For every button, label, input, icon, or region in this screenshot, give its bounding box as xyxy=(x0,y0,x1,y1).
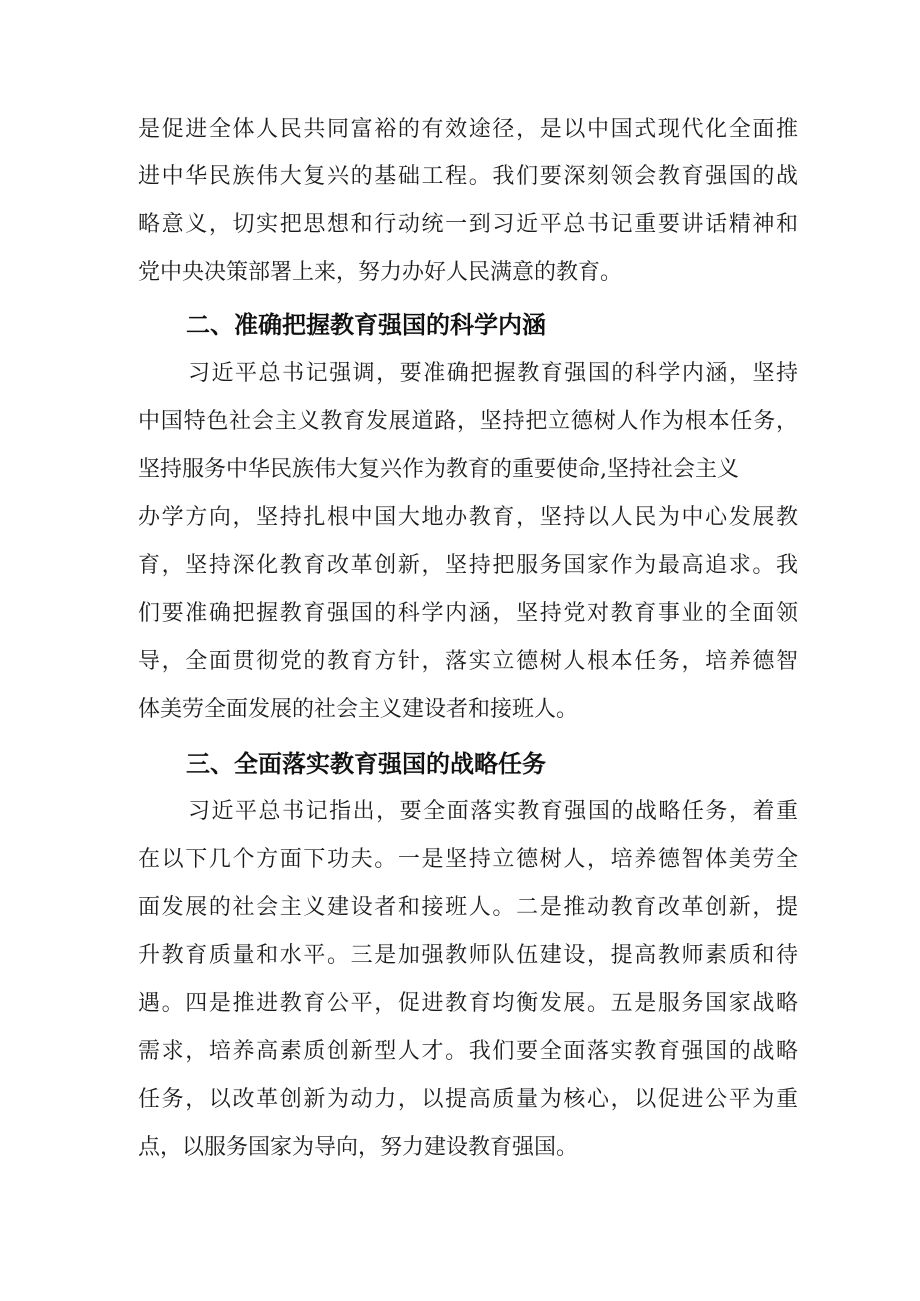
paragraph-1-line-1: 是促进全体人民共同富裕的有效途径，是以中国式现代化全面推 xyxy=(138,117,798,142)
section-3-line-5: 遇。四是推进教育公平，促进教育均衡发展。五是服务国家战略 xyxy=(138,991,798,1016)
section-2-line-6: 们要准确把握教育强国的科学内涵，坚持党对教育事业的全面领 xyxy=(138,601,798,626)
section-2-line-1: 习近平总书记强调，要准确把握教育强国的科学内涵，坚持 xyxy=(188,361,798,386)
paragraph-1-line-2: 进中华民族伟大复兴的基础工程。我们要深刻领会教育强国的战 xyxy=(138,164,798,189)
section-3-line-4: 升教育质量和水平。三是加强教师队伍建设，提高教师素质和待 xyxy=(138,943,798,968)
section-2-line-3: 坚持服务中华民族伟大复兴作为教育的重要使命,坚持社会主义 xyxy=(138,457,739,482)
section-3-line-6: 需求，培养高素质创新型人才。我们要全面落实教育强国的战略 xyxy=(138,1039,798,1064)
section-3-line-7: 任务，以改革创新为动力，以提高质量为核心，以促进公平为重 xyxy=(138,1087,798,1112)
section-2-line-4: 办学方向，坚持扎根中国大地办教育，坚持以人民为中心发展教 xyxy=(138,505,798,530)
section-3-line-2: 在以下几个方面下功夫。一是坚持立德树人，培养德智体美劳全 xyxy=(138,847,798,872)
section-3-line-3: 面发展的社会主义建设者和接班人。二是推动教育改革创新，提 xyxy=(138,895,798,920)
section-2-line-8: 体美劳全面发展的社会主义建设者和接班人。 xyxy=(138,697,579,722)
section-3-line-1: 习近平总书记指出，要全面落实教育强国的战略任务，着重 xyxy=(188,799,798,824)
section-3-heading: 三、全面落实教育强国的战略任务 xyxy=(186,750,546,778)
section-2-line-5: 育，坚持深化教育改革创新，坚持把服务国家作为最高追求。我 xyxy=(138,553,798,578)
section-2-heading: 二、准确把握教育强国的科学内涵 xyxy=(186,311,546,339)
section-2-line-2: 中国特色社会主义教育发展道路，坚持把立德树人作为根本任务， xyxy=(138,409,798,434)
paragraph-1-line-4: 党中央决策部署上来，努力办好人民满意的教育。 xyxy=(138,260,623,285)
section-3-line-8: 点，以服务国家为导向，努力建设教育强国。 xyxy=(138,1135,579,1160)
paragraph-1-line-3: 略意义，切实把思想和行动统一到习近平总书记重要讲话精神和 xyxy=(138,212,798,237)
section-2-line-7: 导，全面贯彻党的教育方针，落实立德树人根本任务，培养德智 xyxy=(138,649,798,674)
